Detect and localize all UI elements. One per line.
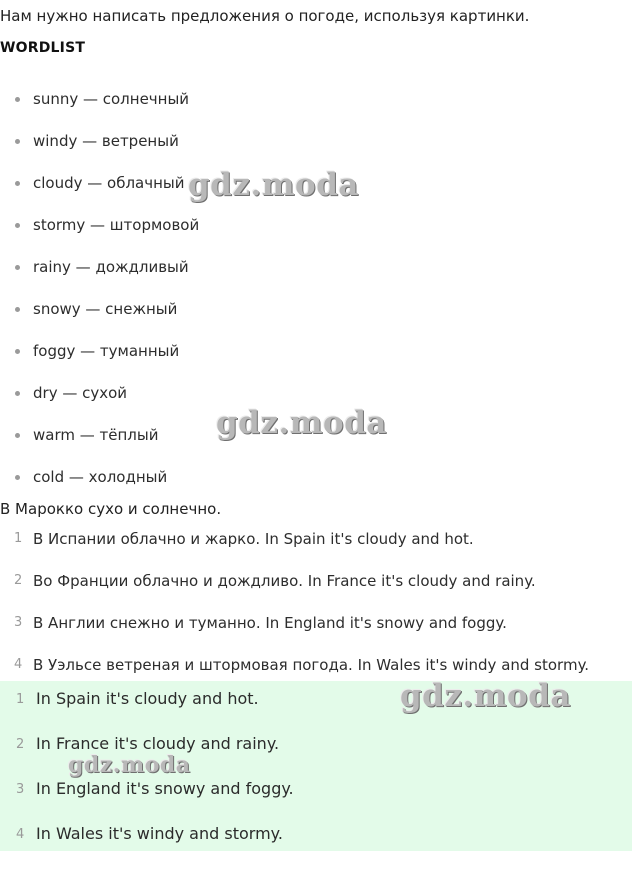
item-number: 4 bbox=[16, 827, 25, 842]
translation-text: В Испании облачно и жарко. In Spain it's cloudy and hot. bbox=[33, 530, 474, 548]
wordlist-heading: WORDLIST bbox=[0, 40, 86, 56]
translation-list bbox=[0, 528, 632, 696]
wordlist bbox=[0, 88, 199, 508]
wordlist-entry: warm — тёплый bbox=[33, 426, 159, 444]
translation-text: В Англии снежно и туманно. In England it's snowy and foggy. bbox=[33, 614, 507, 632]
bullet-icon bbox=[15, 223, 20, 228]
answer-text: In Spain it's cloudy and hot. bbox=[36, 689, 259, 708]
list-item bbox=[0, 612, 632, 654]
translation-text: В Уэльсе ветреная и штормовая погода. In Wales it's windy and stormy. bbox=[33, 656, 590, 674]
list-item bbox=[0, 778, 294, 823]
item-number: 1 bbox=[16, 692, 25, 707]
wordlist-entry: sunny — солнечный bbox=[33, 90, 190, 108]
watermark-logo: gdz.moda bbox=[216, 405, 387, 441]
wordlist-entry: rainy — дождливый bbox=[33, 258, 189, 276]
list-item bbox=[0, 823, 294, 868]
answer-text: In England it's snowy and foggy. bbox=[36, 779, 294, 798]
example-sentence: В Марокко сухо и солнечно. bbox=[0, 500, 222, 518]
item-number: 2 bbox=[14, 573, 23, 588]
bullet-icon bbox=[15, 475, 20, 480]
list-item bbox=[0, 298, 199, 340]
item-number: 3 bbox=[16, 782, 25, 797]
bullet-icon bbox=[15, 391, 20, 396]
translation-text: Во Франции облачно и дождливо. In France it's cloudy and rainy. bbox=[33, 572, 536, 590]
list-item bbox=[0, 570, 632, 612]
wordlist-entry: cold — холодный bbox=[33, 468, 168, 486]
wordlist-entry: foggy — туманный bbox=[33, 342, 180, 360]
item-number: 3 bbox=[14, 615, 23, 630]
wordlist-entry: snowy — снежный bbox=[33, 300, 178, 318]
list-item bbox=[0, 340, 199, 382]
list-item bbox=[0, 528, 632, 570]
wordlist-entry: dry — сухой bbox=[33, 384, 128, 402]
bullet-icon bbox=[15, 97, 20, 102]
item-number: 1 bbox=[14, 531, 23, 546]
watermark-logo: gdz.moda bbox=[188, 167, 359, 203]
watermark-logo: gdz.moda bbox=[68, 752, 191, 778]
bullet-icon bbox=[15, 139, 20, 144]
bullet-icon bbox=[15, 265, 20, 270]
wordlist-entry: cloudy — облачный bbox=[33, 174, 185, 192]
answer-text: In Wales it's windy and stormy. bbox=[36, 824, 283, 843]
intro-text: Нам нужно написать предложения о погоде, используя картинки. bbox=[0, 7, 530, 25]
item-number: 4 bbox=[14, 657, 23, 672]
answer-list bbox=[0, 688, 294, 868]
bullet-icon bbox=[15, 349, 20, 354]
wordlist-entry: windy — ветреный bbox=[33, 132, 179, 150]
watermark-logo: gdz.moda bbox=[400, 678, 571, 714]
bullet-icon bbox=[15, 307, 20, 312]
list-item bbox=[0, 130, 199, 172]
bullet-icon bbox=[15, 181, 20, 186]
list-item bbox=[0, 256, 199, 298]
list-item bbox=[0, 88, 199, 130]
bullet-icon bbox=[15, 433, 20, 438]
list-item bbox=[0, 172, 199, 214]
list-item bbox=[0, 382, 199, 424]
answer-text: In France it's cloudy and rainy. bbox=[36, 734, 280, 753]
wordlist-entry: stormy — штормовой bbox=[33, 216, 200, 234]
item-number: 2 bbox=[16, 737, 25, 752]
list-item bbox=[0, 688, 294, 733]
list-item bbox=[0, 214, 199, 256]
list-item bbox=[0, 424, 199, 466]
